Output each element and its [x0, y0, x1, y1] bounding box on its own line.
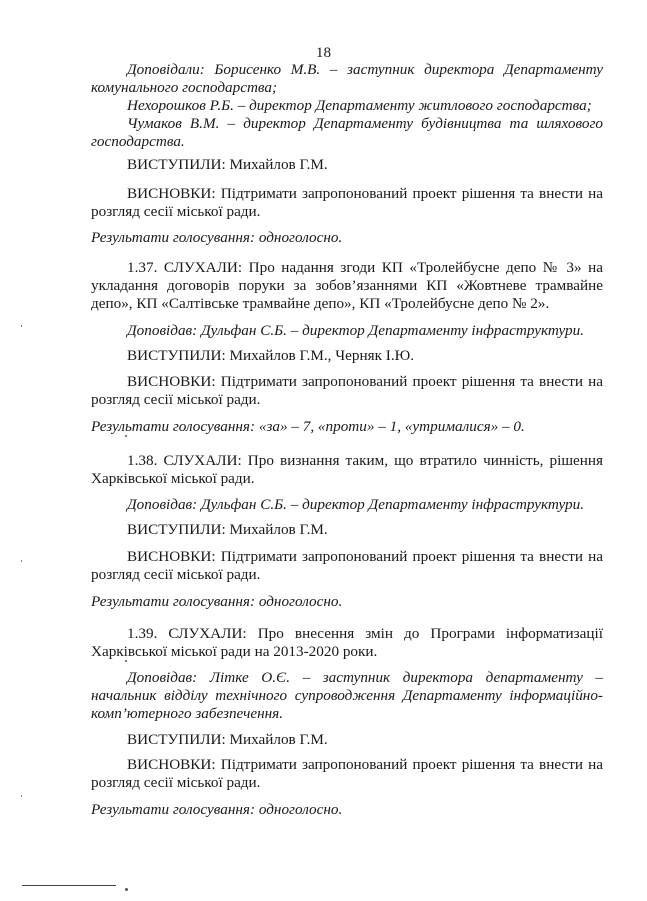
- text-line: Результати голосування: одноголосно.: [91, 801, 343, 818]
- text-line: Доповідав: Дульфан С.Б. – директор Департаменту інфраструктури.: [127, 496, 584, 513]
- text-line: Нехорошков Р.Б. – директор Департаменту житлового господарства;: [127, 97, 592, 114]
- text-line: 1.38. СЛУХАЛИ: Про визнання таким, що втратило чинність, рішення: [127, 452, 603, 469]
- text-line: Доповідав: Літке О.Є. – заступник директора департаменту –: [127, 669, 603, 686]
- text-line: Доповідали: Борисенко М.В. – заступник директора Департаменту: [127, 61, 603, 78]
- text-line: ВИСТУПИЛИ: Михайлов Г.М.: [127, 156, 328, 173]
- text-line: господарства.: [91, 133, 185, 150]
- text-line: ВИСНОВКИ: Підтримати запропонований проект рішення та внести на: [127, 185, 603, 202]
- scan-speck: [21, 325, 22, 327]
- text-line: розгляд сесії міської ради.: [91, 391, 261, 408]
- text-line: комунального господарства;: [91, 79, 278, 96]
- scan-speck: [125, 435, 127, 437]
- text-line: Результати голосування: «за» – 7, «проти» – 1, «утрималися» – 0.: [91, 418, 525, 435]
- text-line: Результати голосування: одноголосно.: [91, 593, 343, 610]
- text-line: розгляд сесії міської ради.: [91, 566, 261, 583]
- text-line: ВИСНОВКИ: Підтримати запропонований проект рішення та внести на: [127, 373, 603, 390]
- text-line: Доповідав: Дульфан С.Б. – директор Департаменту інфраструктури.: [127, 322, 584, 339]
- text-line: ВИСНОВКИ: Підтримати запропонований проект рішення та внести на: [127, 548, 603, 565]
- text-line: начальник відділу технічного супроводження Департаменту інформаційно-: [91, 687, 603, 704]
- text-line: укладання договорів поруки за зобов’язаннями КП «Жовтневе трамвайне: [91, 277, 603, 294]
- text-line: ВИСНОВКИ: Підтримати запропонований проект рішення та внести на: [127, 756, 603, 773]
- text-line: ВИСТУПИЛИ: Михайлов Г.М.: [127, 731, 328, 748]
- footer-rule: [22, 885, 116, 886]
- text-line: Харківської міської ради на 2013-2020 роки.: [91, 643, 378, 660]
- scan-speck: [125, 660, 127, 662]
- text-line: розгляд сесії міської ради.: [91, 203, 261, 220]
- text-line: ВИСТУПИЛИ: Михайлов Г.М., Черняк І.Ю.: [127, 347, 415, 364]
- text-line: комп’ютерного забезпечення.: [91, 705, 284, 722]
- text-line: розгляд сесії міської ради.: [91, 774, 261, 791]
- text-line: Чумаков В.М. – директор Департаменту будівництва та шляхового: [127, 115, 603, 132]
- page-number: 18: [315, 44, 332, 61]
- scan-speck: [21, 560, 22, 562]
- text-line: Харківської міської ради.: [91, 470, 255, 487]
- text-line: Результати голосування: одноголосно.: [91, 229, 343, 246]
- scan-speck: [125, 888, 128, 891]
- text-line: ВИСТУПИЛИ: Михайлов Г.М.: [127, 521, 328, 538]
- scan-speck: [21, 795, 22, 797]
- text-line: депо», КП «Салтівське трамвайне депо», КП «Тролейбусне депо № 2».: [91, 295, 550, 312]
- text-line: 1.39. СЛУХАЛИ: Про внесення змін до Програми інформатизації: [127, 625, 603, 642]
- text-line: 1.37. СЛУХАЛИ: Про надання згоди КП «Тролейбусне депо № 3» на: [127, 259, 603, 276]
